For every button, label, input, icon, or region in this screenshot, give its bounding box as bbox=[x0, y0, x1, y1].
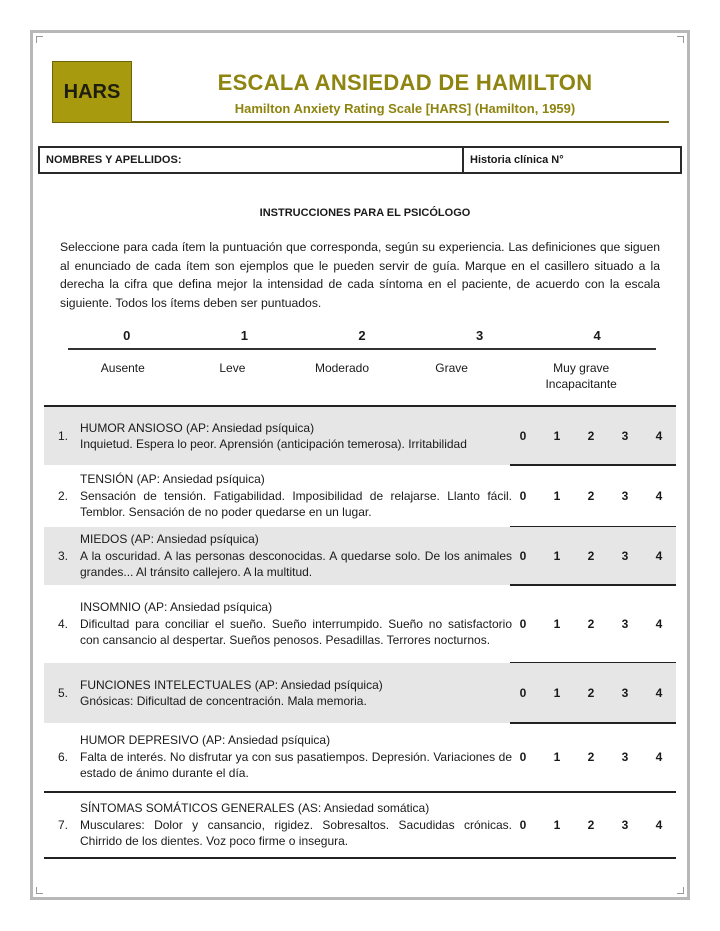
score-option[interactable]: 4 bbox=[655, 818, 663, 832]
patient-name-field[interactable] bbox=[40, 148, 462, 172]
score-option[interactable]: 1 bbox=[553, 686, 561, 700]
scale-label: Grave bbox=[435, 361, 468, 375]
item-title: TENSIÓN (AP: Ansiedad psíquica) bbox=[80, 472, 265, 487]
score-option[interactable]: 2 bbox=[587, 549, 595, 563]
score-option[interactable]: 0 bbox=[519, 818, 527, 832]
score-option[interactable]: 2 bbox=[587, 429, 595, 443]
item-scores bbox=[506, 527, 676, 585]
title-divider bbox=[132, 121, 669, 123]
item-row bbox=[44, 663, 676, 723]
item-row bbox=[44, 527, 676, 585]
scale-value: 1 bbox=[240, 328, 248, 343]
item-description: Falta de interés. No disfrutar ya con sus pasatiempos. Depresión. Variaciones de estado de ánimo durante el día. bbox=[80, 749, 512, 781]
clinical-record-label: Historia clínica N° bbox=[470, 154, 564, 166]
item-scores bbox=[506, 793, 676, 857]
item-description: Inquietud. Espera lo peor. Aprensión (anticipación temerosa). Irritabilidad bbox=[80, 437, 467, 451]
item-scores bbox=[506, 407, 676, 465]
score-option[interactable]: 3 bbox=[621, 429, 629, 443]
item-number: 2. bbox=[57, 489, 68, 503]
scale-labels bbox=[68, 360, 656, 392]
score-option[interactable]: 4 bbox=[655, 429, 663, 443]
score-option[interactable]: 1 bbox=[553, 489, 561, 503]
item-body bbox=[80, 800, 512, 850]
score-option[interactable]: 2 bbox=[587, 818, 595, 832]
item-description: Sensación de tensión. Fatigabilidad. Imposibilidad de relajarse. Llanto fácil. Temblor. Sensación de no poder quedarse en un lugar. bbox=[80, 488, 512, 520]
scale-divider bbox=[68, 348, 656, 350]
item-body bbox=[80, 471, 512, 521]
scale-label: Muy grave Incapacitante bbox=[545, 361, 617, 391]
item-body bbox=[80, 531, 512, 581]
score-option[interactable]: 4 bbox=[655, 686, 663, 700]
item-description: Gnósicas: Dificultad de concentración. Mala memoria. bbox=[80, 694, 367, 708]
patient-name-label: NOMBRES Y APELLIDOS: bbox=[46, 154, 182, 166]
score-option[interactable]: 4 bbox=[655, 549, 663, 563]
page-title: ESCALA ANSIEDAD DE HAMILTON bbox=[217, 70, 593, 95]
scale-value: 2 bbox=[358, 328, 366, 343]
item-number: 5. bbox=[57, 686, 68, 700]
item-body bbox=[80, 677, 512, 710]
item-row bbox=[44, 465, 676, 527]
item-row bbox=[44, 793, 676, 857]
score-option[interactable]: 0 bbox=[519, 549, 527, 563]
item-scores bbox=[506, 723, 676, 791]
item-description: Dificultad para conciliar el sueño. Sueño interrumpido. Sueño no satisfactorio con cansancio al despertar. Sueños penosos. Pesadillas. Terrores nocturnos. bbox=[80, 616, 512, 648]
score-option[interactable]: 0 bbox=[519, 750, 527, 764]
score-option[interactable]: 4 bbox=[655, 489, 663, 503]
score-option[interactable]: 0 bbox=[519, 686, 527, 700]
item-description: A la oscuridad. A las personas desconocidas. A quedarse solo. De los animales grandes... Al tránsito callejero. A la multitud. bbox=[80, 548, 512, 580]
item-description: Musculares: Dolor y cansancio, rigidez. Sobresaltos. Sacudidas crónicas. Chirrido de los dientes. Voz poco firme o insegura. bbox=[80, 817, 512, 849]
crop-mark bbox=[677, 36, 684, 43]
scale-value: 3 bbox=[475, 328, 484, 343]
item-row bbox=[44, 585, 676, 663]
score-option[interactable]: 3 bbox=[621, 750, 629, 764]
item-body bbox=[80, 732, 512, 782]
score-option[interactable]: 2 bbox=[587, 686, 595, 700]
scale-value: 0 bbox=[123, 328, 131, 343]
score-option[interactable]: 1 bbox=[553, 429, 561, 443]
score-option[interactable]: 0 bbox=[519, 617, 527, 631]
item-scores bbox=[506, 663, 676, 723]
item-row bbox=[44, 407, 676, 465]
score-option[interactable]: 3 bbox=[621, 489, 629, 503]
score-option[interactable]: 0 bbox=[519, 429, 527, 443]
scale-label: Moderado bbox=[314, 361, 369, 375]
patient-info-table bbox=[38, 146, 682, 174]
score-option[interactable]: 4 bbox=[655, 750, 663, 764]
score-option[interactable]: 1 bbox=[553, 617, 561, 631]
score-option[interactable]: 3 bbox=[621, 617, 629, 631]
items-table bbox=[44, 405, 676, 859]
score-option[interactable]: 2 bbox=[587, 617, 595, 631]
item-body bbox=[80, 599, 512, 649]
item-title: INSOMNIO (AP: Ansiedad psíquica) bbox=[80, 600, 273, 615]
instructions-text: Seleccione para cada ítem la puntuación que corresponda, según su experiencia. Las definiciones que siguen al enunciado de cada ítem son ejemplos que le pueden servir de guía. Marque en el casillero situado a la derecha la cifra que defina mejor la intensidad de cada síntoma en el paciente, de acuerdo con la escala siguiente. Todos los ítems deben ser puntuados. bbox=[60, 240, 660, 310]
crop-mark bbox=[36, 887, 43, 894]
scale-label: Ausente bbox=[100, 361, 145, 375]
score-option[interactable]: 3 bbox=[621, 686, 629, 700]
hars-badge: HARS bbox=[52, 61, 132, 123]
scale-values bbox=[68, 328, 656, 343]
item-scores bbox=[506, 585, 676, 663]
score-option[interactable]: 3 bbox=[621, 818, 629, 832]
table-bottom-rule bbox=[44, 857, 676, 859]
item-title: FUNCIONES INTELECTUALES (AP: Ansiedad psíquica) bbox=[80, 677, 383, 692]
item-number: 7. bbox=[57, 818, 68, 832]
score-option[interactable]: 1 bbox=[553, 549, 561, 563]
item-scores bbox=[506, 465, 676, 527]
instructions-title: INSTRUCCIONES PARA EL PSICÓLOGO bbox=[259, 207, 471, 219]
score-option[interactable]: 2 bbox=[587, 489, 595, 503]
item-title: HUMOR ANSIOSO (AP: Ansiedad psíquica) bbox=[80, 420, 315, 435]
scale-value: 4 bbox=[593, 328, 601, 343]
item-number: 1. bbox=[57, 429, 68, 443]
page-subtitle: Hamilton Anxiety Rating Scale [HARS] (Hamilton, 1959) bbox=[234, 101, 576, 116]
item-title: HUMOR DEPRESIVO (AP: Ansiedad psíquica) bbox=[80, 733, 331, 748]
item-number: 6. bbox=[57, 750, 68, 764]
item-body bbox=[80, 420, 512, 453]
item-number: 4. bbox=[57, 617, 68, 631]
score-option[interactable]: 0 bbox=[519, 489, 527, 503]
item-number: 3. bbox=[57, 549, 68, 563]
item-row bbox=[44, 723, 676, 791]
item-title: MIEDOS (AP: Ansiedad psíquica) bbox=[80, 532, 259, 547]
score-option[interactable]: 4 bbox=[655, 617, 663, 631]
crop-mark bbox=[36, 36, 43, 43]
score-option[interactable]: 3 bbox=[621, 549, 629, 563]
score-option[interactable]: 2 bbox=[587, 750, 595, 764]
scale-label: Leve bbox=[219, 361, 246, 375]
clinical-record-field[interactable] bbox=[462, 148, 680, 172]
crop-mark bbox=[677, 887, 684, 894]
score-option[interactable]: 1 bbox=[553, 818, 561, 832]
score-option[interactable]: 1 bbox=[553, 750, 561, 764]
item-title: SÍNTOMAS SOMÁTICOS GENERALES (AS: Ansiedad somática) bbox=[80, 801, 430, 816]
